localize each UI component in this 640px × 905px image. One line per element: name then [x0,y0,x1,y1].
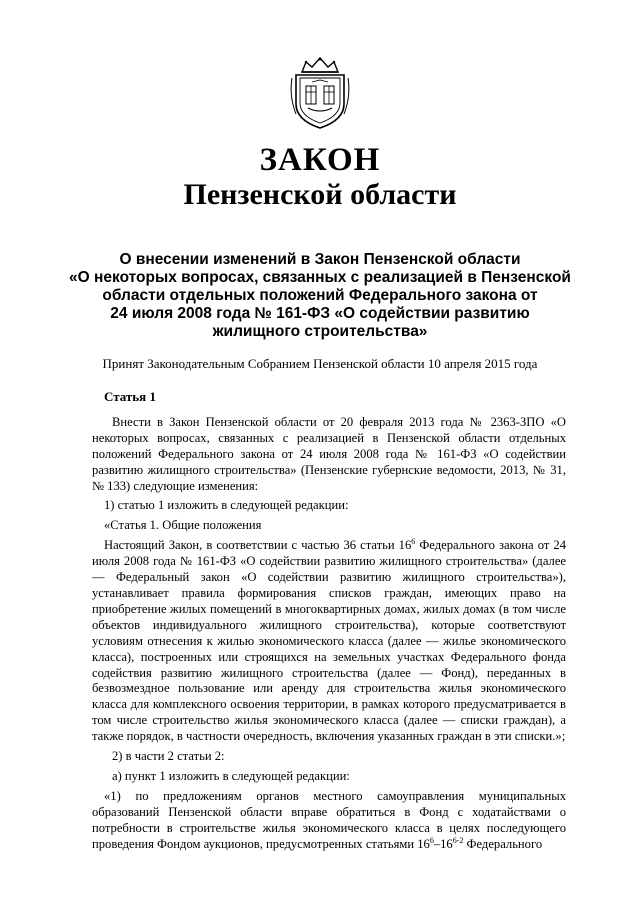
article-heading: Статья 1 [104,389,156,404]
paragraph-text: Федерального закона от 24 июля 2008 года № 161-ФЗ «О содействии развитию жилищного строительства» (далее — Федеральный закон «О содействии развитию жилищного строительства»), устанавливает правила формирования списков граждан, имеющих право на приобретение жилых помещений в многоквартирных домах, жилых домах (в том числе объектов индивидуального жилищного строительства), которые соответствуют условиям отнесения к жилью экономического класса (далее — жилье экономического класса), построенных или строящихся на земельных участках Федерального фонда содействия развитию жилищного строительства (далее — Фонд), переданных в безвозмездное пользование или аренду для строительства жилья экономического класса для комплексного освоения территории, в рамках которого предусматривается в том числе строительство жилья экономического класса (далее — списки граждан), а также порядок, в частности очередность, включения указанных граждан в эти списки.»; [92,538,566,744]
list-item: 2) в части 2 статьи 2: [112,749,225,764]
superscript: 6 [429,835,434,845]
quoted-article-heading: «Статья 1. Общие положения [104,518,262,533]
document-title: ЗАКОН [259,142,381,178]
paragraph-text: –16 [433,836,453,851]
quoted-paragraph [92,538,566,745]
article-intro-paragraph: Внести в Закон Пензенской области от 20 февраля 2013 года № 2363-ЗПО «О некоторых вопросах, связанных с реализацией в Пензенской области отдельных положений Федерального закона от 24 июля 2008 года № 161-ФЗ «О содействии развитию жилищного строительства» (Пензенские губернские ведомости, 2013, № 31, № 133) следующие изменения: [92,414,566,493]
superscript: 6-2 [452,835,464,845]
document-body [92,389,566,852]
subtitle-line: «О некоторых вопросах, связанных с реализацией в Пензенской [69,269,571,286]
sub-list-item: а) пункт 1 изложить в следующей редакции: [112,768,350,783]
subtitle-line: 24 июля 2008 года № 161-ФЗ «О содействии развитию [110,305,530,322]
adoption-note: Принят Законодательным Собранием Пензенской области 10 апреля 2015 года [102,356,538,371]
subtitle-line: области отдельных положений Федерального закона от [102,287,538,304]
paragraph-text: «1) по предложениям органов местного самоуправления муниципальных образований Пензенской области вправе обратиться в Фонд с ходатайствами о потребности в строительстве жилья экономического класса в целях последующего проведения Фондом аукционов, предусмотренных статьями 16 [92,788,566,851]
document-region: Пензенской области [183,178,457,211]
quoted-paragraph [92,789,566,853]
paragraph-text: Настоящий Закон, в соответствии с частью 36 статьи 16 [104,538,412,553]
subtitle-line: жилищного строительства» [212,323,428,340]
document-subtitle [60,251,580,341]
coat-of-arms-icon [288,56,352,130]
subtitle-line: О внесении изменений в Закон Пензенской области [119,251,521,268]
paragraph-text: Федерального [463,836,543,851]
list-item: 1) статью 1 изложить в следующей редакции: [104,498,349,513]
superscript: 6 [411,537,416,547]
